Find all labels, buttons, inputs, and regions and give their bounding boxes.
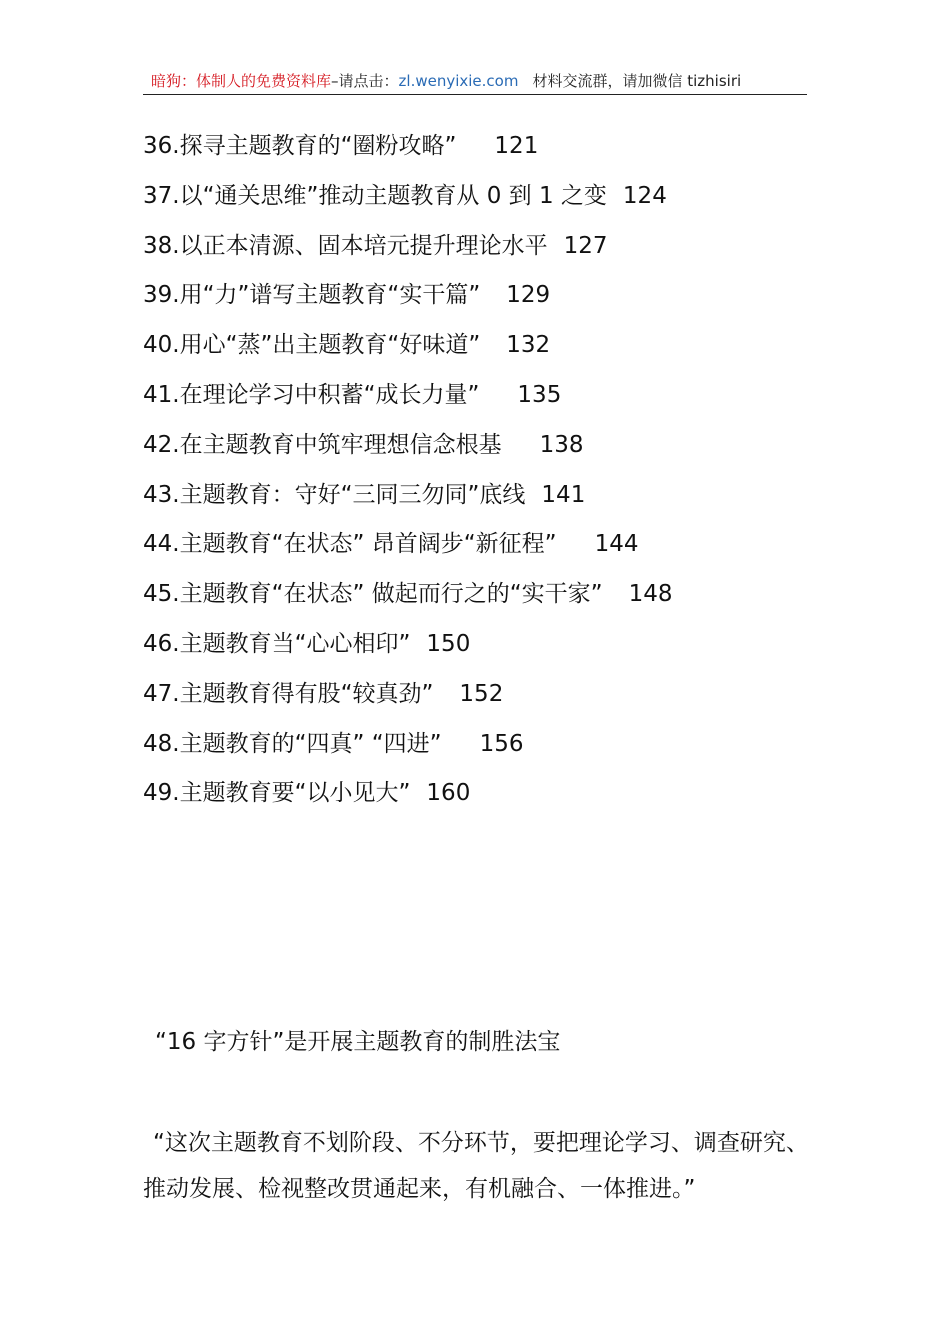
toc-item-page: 138: [539, 431, 584, 458]
toc-item-page: 141: [541, 481, 586, 508]
toc-item-title: 46.主题教育当“心心相印”: [143, 630, 411, 657]
header-group-text: 材料交流群，请加微信 tizhisiri: [532, 72, 742, 90]
header-click-prompt: –请点击：: [331, 72, 399, 90]
toc-item: [143, 126, 823, 176]
toc-item: [143, 773, 823, 823]
toc-item: [143, 724, 823, 774]
toc-item-page: 148: [628, 581, 673, 608]
toc-item-title: 47.主题教育得有股“较真劲”: [143, 680, 434, 707]
toc-item-page: 124: [622, 182, 667, 209]
toc-item-page: 156: [479, 730, 524, 757]
toc-item: [143, 425, 823, 475]
toc-item-page: 135: [517, 381, 562, 408]
toc-item-page: 121: [494, 133, 539, 159]
toc-item: [143, 674, 823, 724]
toc-item: [143, 524, 823, 574]
toc-item-title: 44.主题教育“在状态” 昂首阔步“新征程”: [143, 531, 557, 558]
toc-item-page: 129: [506, 282, 551, 309]
toc-item-page: 127: [563, 232, 608, 259]
toc-item-title: 36.探寻主题教育的“圈粉攻略”: [143, 133, 457, 159]
toc-item: [143, 325, 823, 375]
toc-item-title: 41.在理论学习中积蓄“成长力量”: [143, 381, 480, 408]
toc-item: [143, 275, 823, 325]
toc-item-title: 42.在主题教育中筑牢理想信念根基: [143, 431, 502, 458]
toc-item-title: 43.主题教育：守好“三同三勿同”底线: [143, 481, 526, 508]
body-paragraph: [143, 1120, 815, 1212]
section-title: “16 字方针”是开展主题教育的制胜法宝: [155, 1029, 561, 1055]
header-url-link[interactable]: zl.wenyixie.com: [398, 72, 519, 90]
toc-item-title: 37.以“通关思维”推动主题教育从 0 到 1 之变: [143, 182, 607, 209]
toc-item-page: 160: [426, 780, 471, 807]
toc-item-title: 45.主题教育“在状态” 做起而行之的“实干家”: [143, 581, 603, 608]
toc-item-page: 144: [594, 531, 639, 558]
toc-item-page: 132: [506, 332, 551, 359]
body-paragraph-text: “这次主题教育不划阶段、不分环节，要把理论学习、调查研究、推动发展、检视整改贯通起来，有机融合、一体推进。”: [143, 1130, 809, 1202]
header-brand: 暗狗：体制人的免费资料库: [151, 72, 332, 90]
toc-item: [143, 176, 823, 226]
toc-item-title: 38.以正本清源、固本培元提升理论水平: [143, 232, 548, 259]
toc-item-title: 39.用“力”谱写主题教育“实干篇”: [143, 282, 481, 309]
toc-item: [143, 574, 823, 624]
toc-item-page: 150: [426, 630, 471, 657]
toc-item: [143, 475, 823, 525]
toc-item: [143, 375, 823, 425]
toc-item-title: 49.主题教育要“以小见大”: [143, 780, 411, 807]
toc-item-title: 40.用心“蒸”出主题教育“好味道”: [143, 332, 481, 359]
toc-item-title: 48.主题教育的“四真” “四进”: [143, 730, 442, 757]
toc-item: [143, 226, 823, 276]
toc-item: [143, 624, 823, 674]
page-header: [143, 70, 807, 95]
toc-item-page: 152: [459, 680, 504, 707]
table-of-contents: [143, 126, 823, 823]
